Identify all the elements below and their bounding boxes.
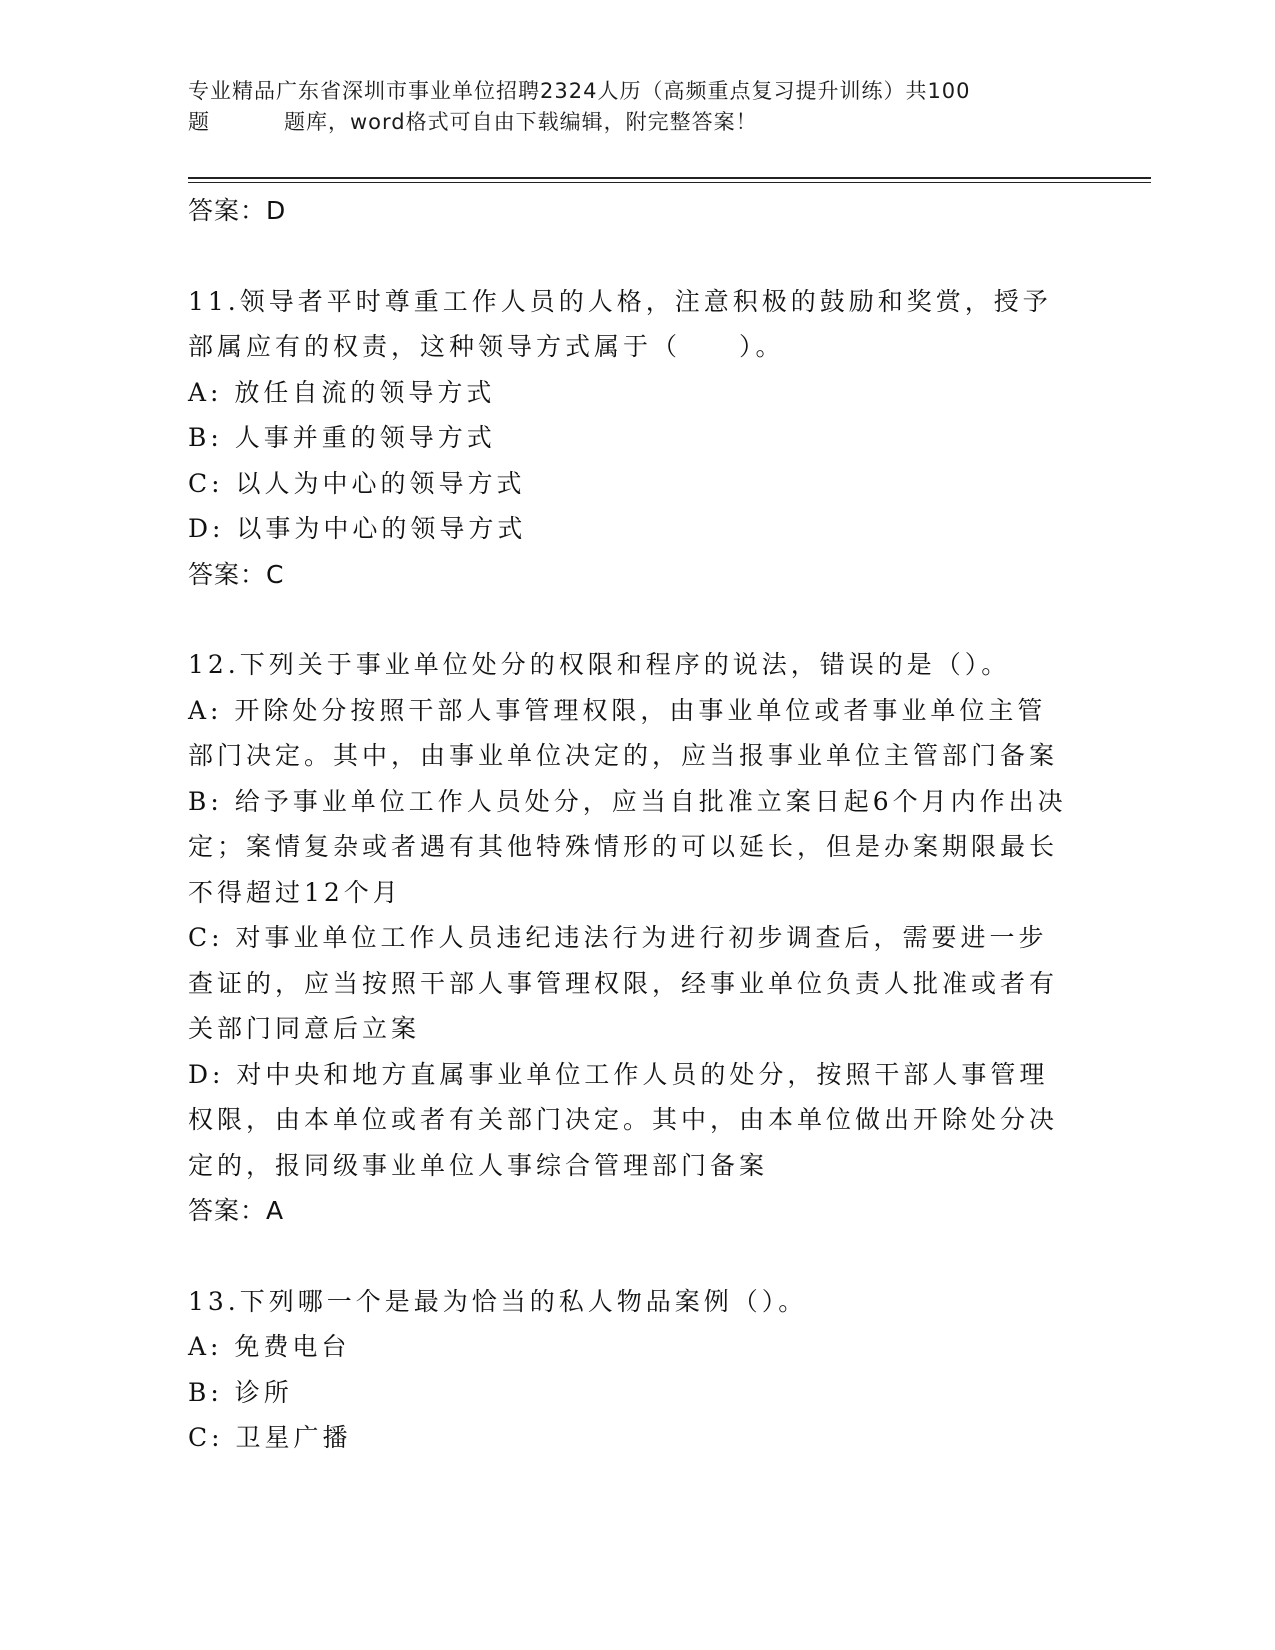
question-11	[188, 279, 1068, 598]
page-header	[188, 76, 1088, 138]
option-a: A: 开除处分按照干部人事管理权限，由事业单位或者事业单位主管部门决定。其中，由事业单位决定的，应当报事业单位主管部门备案	[188, 695, 1059, 770]
option-d: D: 对中央和地方直属事业单位工作人员的处分，按照干部人事管理权限，由本单位或者有关部门决定。其中，由本单位做出开除处分决定的，报同级事业单位人事综合管理部门备案	[188, 1059, 1059, 1180]
answer-q12: 答案：A	[188, 1196, 285, 1225]
option-c: C: 以人为中心的领导方式	[188, 468, 526, 498]
header-title-line1: 专业精品广东省深圳市事业单位招聘2324人历（高频重点复习提升训练）共100	[188, 79, 971, 103]
question-stem: 13.下列哪一个是最为恰当的私人物品案例（）。	[188, 1286, 808, 1316]
option-d: D: 以事为中心的领导方式	[188, 514, 527, 543]
question-stem: 12.下列关于事业单位处分的权限和程序的说法，错误的是（）。	[188, 650, 1011, 679]
document-body	[188, 188, 1068, 1461]
option-c: C: 对事业单位工作人员违纪违法行为进行初步调查后，需要进一步查证的，应当按照干部人事管理权限，经事业单位负责人批准或者有关部门同意后立案	[188, 923, 1059, 1043]
answer-q11: 答案：C	[188, 559, 285, 589]
answer-q10: 答案：D	[188, 196, 287, 225]
header-title-line2	[188, 107, 1088, 138]
option-a: A: 免费电台	[188, 1332, 351, 1361]
question-stem: 11.领导者平时尊重工作人员的人格，注意积极的鼓励和奖赏，授予部属应有的权责，这种领导方式属于（ ）。	[188, 286, 1052, 361]
header-rule-thin	[188, 182, 1151, 183]
question-12	[188, 642, 1068, 1234]
option-b: B: 给予事业单位工作人员处分，应当自批准立案日起6个月内作出决定；案情复杂或者遇有其他特殊情形的可以延长，但是办案期限最长不得超过12个月	[188, 786, 1067, 907]
option-a: A: 放任自流的领导方式	[188, 377, 496, 407]
question-13	[188, 1279, 1068, 1461]
option-c: C: 卫星广播	[188, 1423, 352, 1452]
option-b: B: 人事并重的领导方式	[188, 423, 496, 452]
header-line2-left: 题	[188, 110, 210, 134]
option-b: B: 诊所	[188, 1377, 293, 1407]
header-rule-thick	[188, 177, 1151, 179]
header-line2-right: 题库，word格式可自由下载编辑，附完整答案！	[284, 110, 758, 134]
